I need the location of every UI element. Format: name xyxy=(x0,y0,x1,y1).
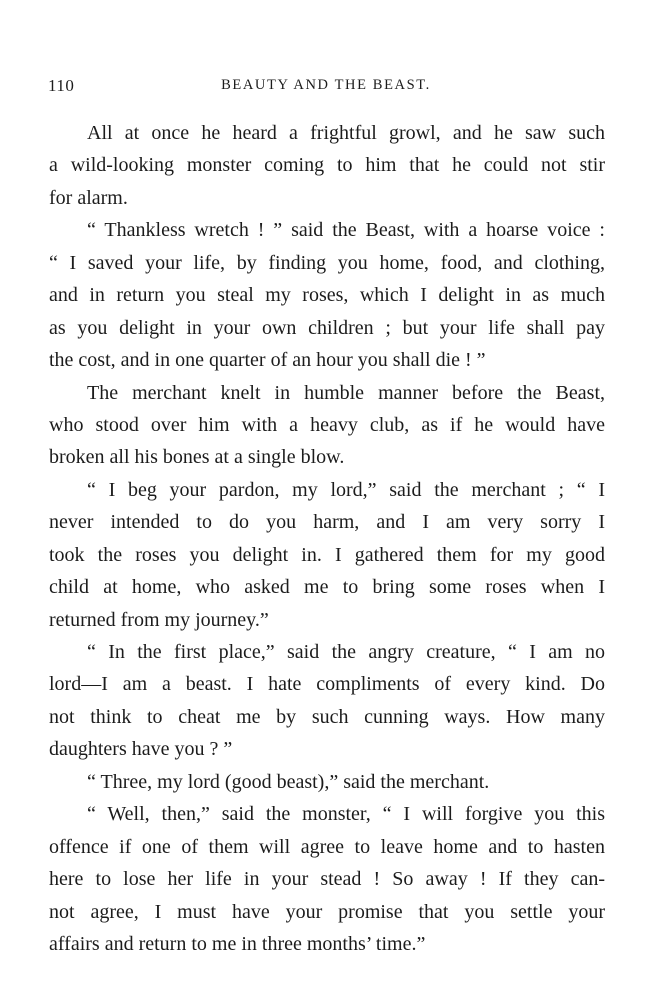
text-line: daughters have you ? ” xyxy=(49,738,233,761)
running-title: BEAUTY AND THE BEAST. xyxy=(221,77,431,93)
text-line: the cost, and in one quarter of an hour you shall die ! ” xyxy=(49,349,486,372)
page-number: 110 xyxy=(48,76,75,95)
text-line: affairs and return to me in three months’ time.” xyxy=(49,932,426,955)
text-line: broken all his bones at a single blow. xyxy=(49,446,345,469)
text-line: who stood over him with a heavy club, as if he would have xyxy=(49,413,605,436)
text-line: not think to cheat me by such cunning ways. How many xyxy=(49,705,605,728)
text-line: as you delight in your own children ; but your life shall pay xyxy=(49,316,605,339)
text-line: offence if one of them will agree to leave home and to hasten xyxy=(49,835,605,858)
text-line: and in return you steal my roses, which I delight in as much xyxy=(49,284,605,307)
body-text xyxy=(49,117,605,960)
text-line: lord—I am a beast. I hate compliments of every kind. Do xyxy=(49,673,605,696)
text-line: “ In the first place,” said the angry creature, “ I am no xyxy=(87,641,605,663)
text-line: “ Well, then,” said the monster, “ I will forgive you this xyxy=(87,803,605,826)
text-line: “ I saved your life, by finding you home, food, and clothing, xyxy=(49,251,605,274)
text-line: “ I beg your pardon, my lord,” said the merchant ; “ I xyxy=(87,478,605,501)
text-line: child at home, who asked me to bring some roses when I xyxy=(49,576,605,599)
text-line: for alarm. xyxy=(49,186,128,209)
text-line: took the roses you delight in. I gathered them for my good xyxy=(49,543,605,566)
text-line: “ Thankless wretch ! ” said the Beast, with a hoarse voice : xyxy=(87,219,605,242)
text-line: here to lose her life in your stead ! So away ! If they can- xyxy=(49,868,605,891)
text-line: All at once he heard a frightful growl, and he saw such xyxy=(87,122,605,144)
text-line: a wild-looking monster coming to him that he could not stir xyxy=(49,154,605,177)
text-line: never intended to do you harm, and I am very sorry I xyxy=(49,511,605,534)
text-line: not agree, I must have your promise that you settle your xyxy=(49,900,605,923)
text-line: “ Three, my lord (good beast),” said the merchant. xyxy=(87,770,490,793)
text-line: returned from my journey.” xyxy=(49,608,269,631)
text-line: The merchant knelt in humble manner before the Beast, xyxy=(87,381,605,404)
page-header xyxy=(48,76,604,100)
